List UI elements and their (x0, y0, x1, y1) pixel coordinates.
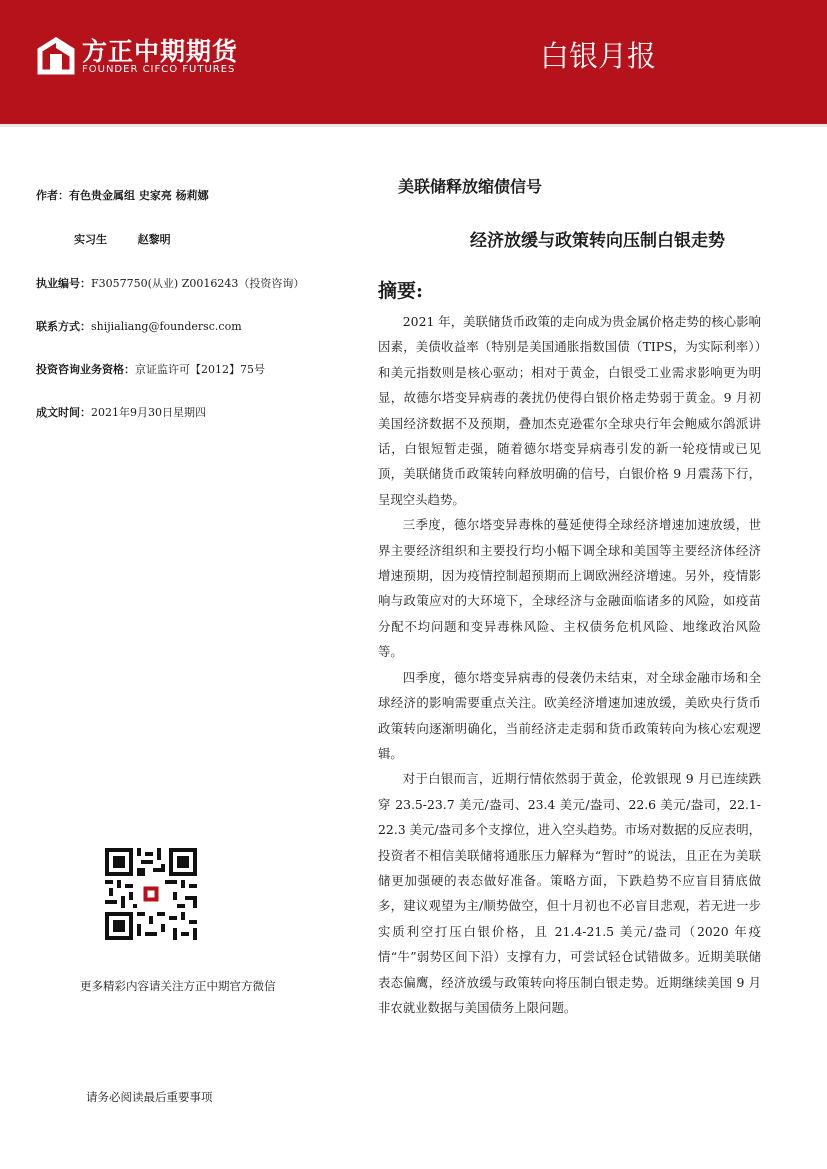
qualification-value: 京证监许可【2012】75号 (135, 363, 265, 376)
summary-paragraph: 四季度，德尔塔变异病毒的侵袭仍未结束，对全球金融市场和全球经济的影响需要重点关注。欧美经济增速加速放缓，美欧央行货币政策转向逐渐明确化，当前经济走走弱和货币政策转向为核心宏观逻辑。 (378, 669, 761, 761)
intern-label: 实习生 (74, 233, 107, 246)
license-label: 执业编号： (36, 277, 91, 290)
license-value: F3057750(从业) Z0016243（投资咨询） (91, 277, 305, 290)
author-value: 有色贵金属组 史家亮 杨莉娜 (69, 189, 209, 202)
contact-label: 联系方式： (36, 320, 91, 333)
qualification-line (36, 361, 265, 377)
article-title: 美联储释放缩债信号 (398, 177, 543, 196)
summary-heading: 摘要: (378, 280, 424, 302)
summary-paragraph: 对于白银而言，近期行情依然弱于黄金，伦敦银现 9 月已连续跌穿 23.5-23.7 美元/盎司、23.4 美元/盎司、22.6 美元/盎司，22.1-22.3 美元/盎司多个支撑位，进入空头趋势。市场对数据的反应表明，投资者不相信美联储将通胀压力解释为“暂时”的说法，且正在为美联储更加强硬的表态做好准备。策略方面，下跌趋势不应盲目猜底做多，建议观望为主/顺势做空，但十月初也不必盲目悲观，若无进一步实质利空打压白银价格，且 21.4-21.5 美元/盎司（2020 年疫情“牛”弱势区间下沿）支撑有力，可尝试轻仓试错做多。近期美联储表态偏鹰，经济放缓与政策转向将压制白银走势。近期继续美国 9 月非农就业数据与美国债务上限问题。 (378, 771, 761, 1015)
footer-notice: 请务必阅读最后重要事项 (86, 1090, 213, 1104)
qr-caption: 更多精彩内容请关注方正中期官方微信 (80, 979, 276, 993)
report-type-title: 白银月报 (540, 39, 657, 73)
summary-body (378, 309, 761, 1020)
article-subtitle: 经济放缓与政策转向压制白银走势 (470, 231, 725, 251)
company-logo (36, 36, 76, 76)
qualification-label: 投资咨询业务资格： (36, 363, 135, 376)
license-line (36, 275, 304, 291)
author-label: 作者： (36, 189, 69, 202)
report-header (0, 0, 827, 127)
author-line (36, 187, 209, 203)
intern-value: 赵黎明 (137, 233, 171, 246)
wechat-qr-code[interactable] (105, 848, 197, 940)
brand-name-en: FOUNDER CIFCO FUTURES (82, 64, 236, 75)
brand-name-cn: 方正中期期货 (82, 37, 239, 66)
intern-line (74, 231, 171, 247)
date-label: 成文时间： (36, 406, 91, 419)
contact-line (36, 318, 242, 334)
summary-paragraph: 2021 年，美联储货币政策的走向成为贵金属价格走势的核心影响因素，美债收益率（特别是美国通胀指数国债（TIPS，为实际利率））和美元指数则是核心驱动；相对于黄金，白银受工业需求影响更为明显，故德尔塔变异病毒的袭扰仍使得白银价格走势弱于黄金。9 月初美国经济数据不及预期，叠加杰克逊霍尔全球央行年会鲍威尔鸽派讲话，白银短暂走强，随着德尔塔变异病毒引发的新一轮疫情或已见顶，美联储货币政策转向释放明确的信号，白银价格 9 月震荡下行，呈现空头趋势。 (378, 314, 761, 507)
contact-email[interactable]: shijialiang@foundersc.com (91, 320, 242, 333)
date-line (36, 404, 206, 420)
date-value: 2021年9月30日星期四 (91, 406, 206, 419)
summary-paragraph: 三季度，德尔塔变异毒株的蔓延使得全球经济增速加速放缓，世界主要经济组织和主要投行均小幅下调全球和美国等主要经济体经济增速预期，因为疫情控制超预期而上调欧洲经济增速。另外，疫情影响与政策应对的大环境下，全球经济与金融面临诸多的风险，如疫苗分配不均问题和变异毒株风险、主权债务危机风险、地缘政治风险等。 (378, 517, 761, 660)
